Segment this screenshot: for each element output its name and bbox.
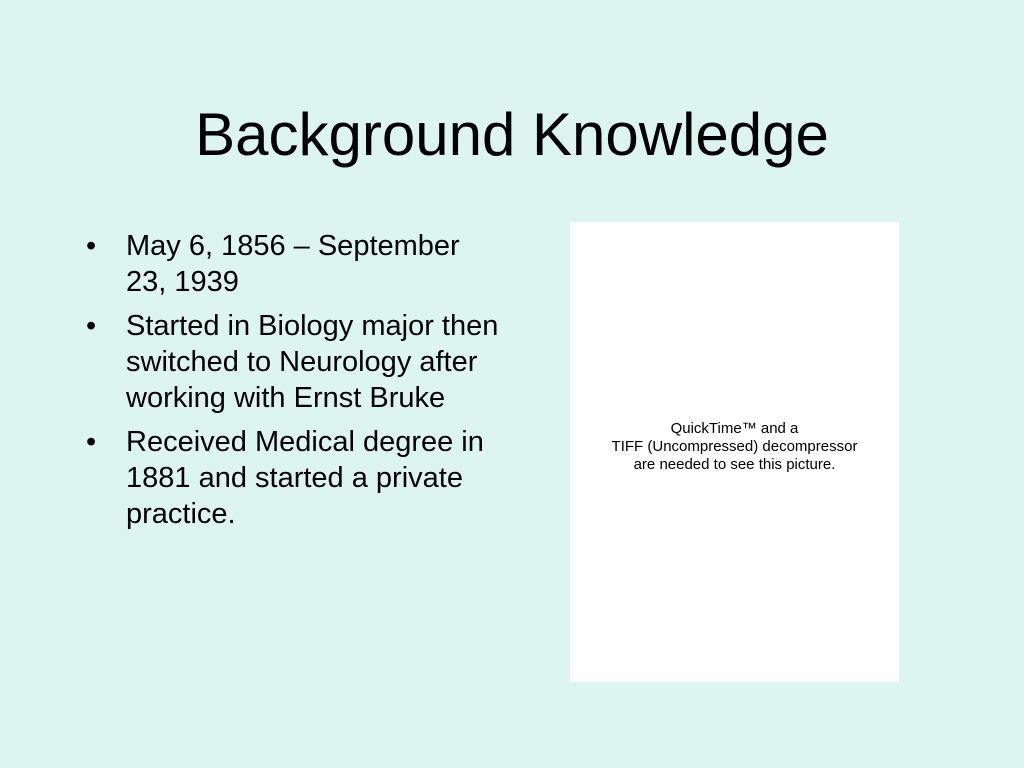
slide-title: Background Knowledge bbox=[195, 101, 829, 168]
picture-placeholder bbox=[570, 222, 899, 682]
bullet-text: Received Medical degree in 1881 and started a private practice. bbox=[126, 426, 484, 530]
placeholder-line: are needed to see this picture. bbox=[633, 456, 836, 473]
bullet-marker: • bbox=[86, 426, 97, 458]
placeholder-line: TIFF (Uncompressed) decompressor bbox=[611, 438, 858, 455]
picture-placeholder-message bbox=[570, 420, 899, 474]
bullet-list bbox=[84, 228, 504, 540]
bullet-item-medical-degree bbox=[84, 424, 504, 532]
bullet-text: Started in Biology major then switched to Neurology after working with Ernst Bruke bbox=[126, 310, 499, 414]
bullet-item-education bbox=[84, 308, 504, 416]
bullet-text: May 6, 1856 – September 23, 1939 bbox=[126, 230, 460, 298]
bullet-item-dates bbox=[84, 228, 504, 300]
placeholder-line: QuickTime™ and a bbox=[670, 420, 799, 437]
bullet-marker: • bbox=[86, 310, 97, 342]
bullet-marker: • bbox=[86, 230, 97, 262]
